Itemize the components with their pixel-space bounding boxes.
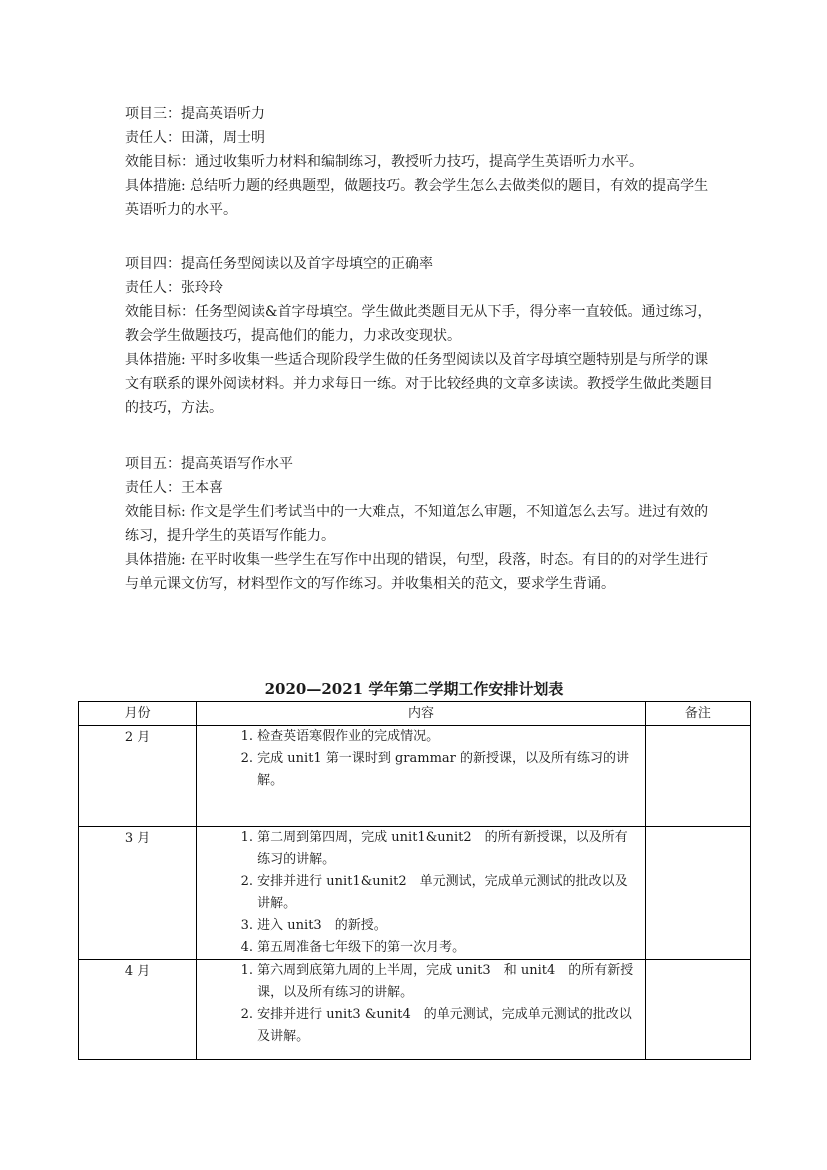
content-cell bbox=[197, 960, 646, 1060]
project-goal: 效能目标：任务型阅读&首字母填空。学生做此类题目无从下手，得分率一直较低。通过练习，教会学生做题技巧，提高他们的能力，力求改变现状。 bbox=[125, 304, 712, 344]
list-item: 2. 安排并进行 unit3 &unit4 的单元测试，完成单元测试的批改以及讲解。 bbox=[257, 1004, 637, 1048]
table-header-row bbox=[79, 702, 751, 726]
list-item: 1. 检查英语寒假作业的完成情况。 bbox=[257, 726, 637, 748]
project-owner: 责任人：田潇，周士明 bbox=[125, 130, 265, 146]
project-title: 项目三：提高英语听力 bbox=[125, 106, 265, 122]
project-title: 项目五：提高英语写作水平 bbox=[125, 456, 293, 472]
content-list bbox=[197, 726, 645, 792]
note-cell bbox=[645, 827, 750, 960]
content-cell bbox=[197, 726, 646, 827]
content-list bbox=[197, 960, 645, 1048]
content-cell bbox=[197, 827, 646, 960]
month-cell: 2 月 bbox=[79, 726, 197, 827]
plan-table bbox=[78, 701, 751, 1060]
project-goal: 效能目标: 作文是学生们考试当中的一大难点，不知道怎么审题，不知道怎么去写。进过有效的练习，提升学生的英语写作能力。 bbox=[125, 504, 709, 544]
project-measures: 具体措施: 平时多收集一些适合现阶段学生做的任务型阅读以及首字母填空题特别是与所学的课文有联系的课外阅读材料。并力求每日一练。对于比较经典的文章多读读。教授学生做此类题目的技巧，方法。 bbox=[125, 352, 713, 416]
plan-table-title: 2020—2021 学年第二学期工作安排计划表 bbox=[264, 680, 564, 698]
project-three bbox=[125, 102, 715, 222]
project-owner: 责任人：王本喜 bbox=[125, 480, 223, 496]
note-cell bbox=[645, 960, 750, 1060]
list-item: 2. 完成 unit1 第一课时到 grammar 的新授课，以及所有练习的讲解。 bbox=[257, 748, 637, 792]
month-cell: 3 月 bbox=[79, 827, 197, 960]
header-content: 内容 bbox=[197, 702, 646, 726]
list-item: 4. 第五周准备七年级下的第一次月考。 bbox=[257, 937, 637, 959]
project-measures: 具体措施: 总结听力题的经典题型，做题技巧。教会学生怎么去做类似的题目，有效的提高学生英语听力的水平。 bbox=[125, 178, 709, 218]
project-goal: 效能目标：通过收集听力材料和编制练习，教授听力技巧，提高学生英语听力水平。 bbox=[125, 154, 643, 170]
table-row bbox=[79, 960, 751, 1060]
header-month: 月份 bbox=[79, 702, 197, 726]
month-cell: 4 月 bbox=[79, 960, 197, 1060]
list-item: 1. 第六周到底第九周的上半周，完成 unit3 和 unit4 的所有新授课，以及所有练习的讲解。 bbox=[257, 960, 637, 1004]
table-row bbox=[79, 726, 751, 827]
table-row bbox=[79, 827, 751, 960]
project-four bbox=[125, 252, 715, 420]
list-item: 2. 安排并进行 unit1&unit2 单元测试，完成单元测试的批改以及讲解。 bbox=[257, 871, 637, 915]
note-cell bbox=[645, 726, 750, 827]
project-measures: 具体措施: 在平时收集一些学生在写作中出现的错误，句型，段落，时态。有目的的对学生进行与单元课文仿写，材料型作文的写作练习。并收集相关的范文，要求学生背诵。 bbox=[125, 552, 709, 592]
list-item: 1. 第二周到第四周，完成 unit1&unit2 的所有新授课，以及所有练习的讲解。 bbox=[257, 827, 637, 871]
content-list bbox=[197, 827, 645, 959]
project-title: 项目四：提高任务型阅读以及首字母填空的正确率 bbox=[125, 256, 433, 272]
list-item: 3. 进入 unit3 的新授。 bbox=[257, 915, 637, 937]
project-five bbox=[125, 452, 715, 596]
project-owner: 责任人：张玲玲 bbox=[125, 280, 223, 296]
header-note: 备注 bbox=[645, 702, 750, 726]
